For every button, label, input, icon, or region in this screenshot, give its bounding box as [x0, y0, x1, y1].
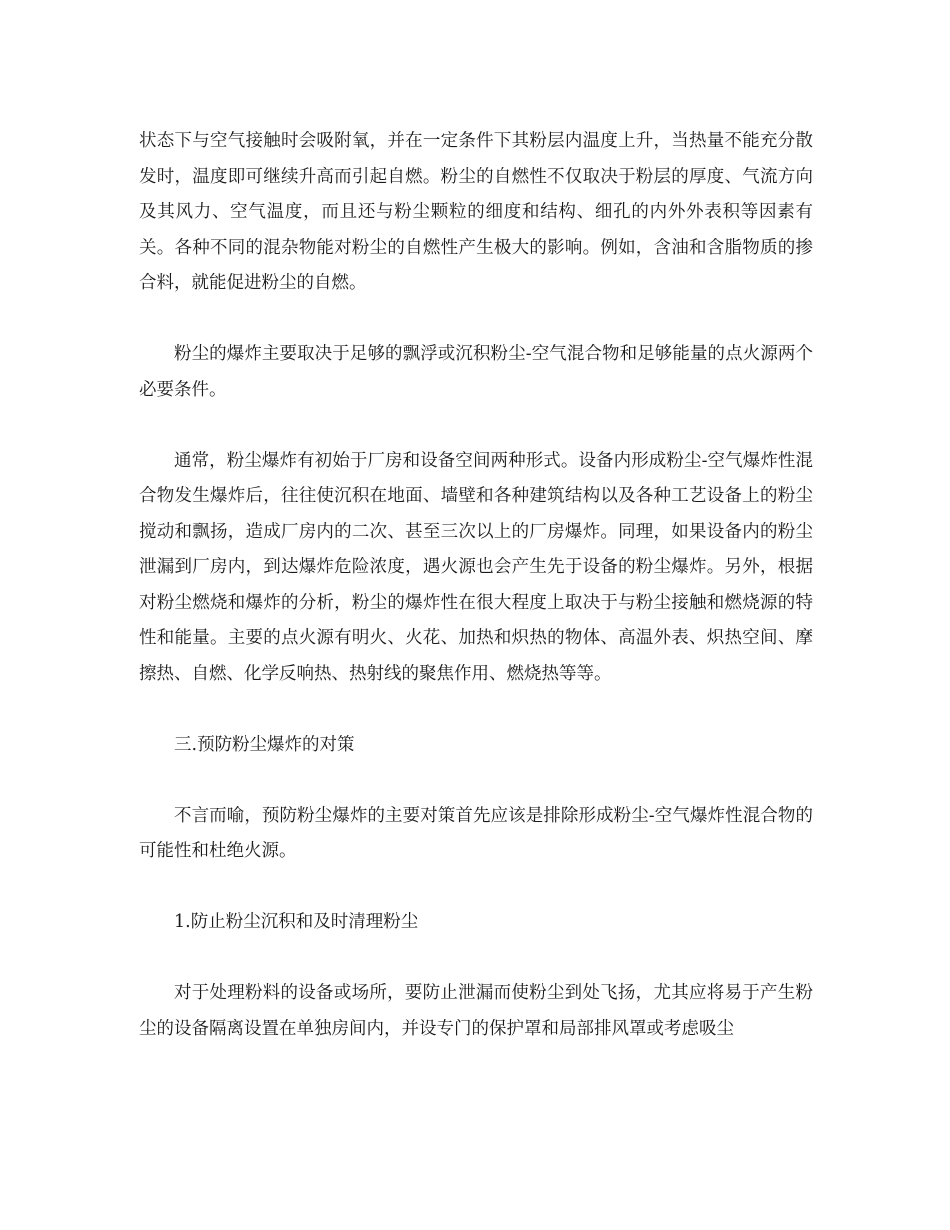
- section-heading-prevention: 三.预防粉尘爆炸的对策: [174, 734, 355, 755]
- paragraph-explosion-forms: 通常，粉尘爆炸有初始于厂房和设备空间两种形式。设备内形成粉尘-空气爆炸性混合物发生爆炸后，往往使沉积在地面、墙壁和各种建筑结构以及各种工艺设备上的粉尘搅动和飘扬，造成厂房内的二次、甚至三次以上的厂房爆炸。同理，如果设备内的粉尘泄漏到厂房内，到达爆炸危险浓度，遇火源也会产生先于设备的粉尘爆炸。另外，根据对粉尘燃烧和爆炸的分析，粉尘的爆炸性在很大程度上取决于与粉尘接触和燃烧源的特性和能量。主要的点火源有明火、火花、加热和炽热的物体、高温外表、炽热空间、摩擦热、自燃、化学反响热、热射线的聚焦作用、燃烧热等等。: [139, 450, 813, 684]
- paragraph-prevention-intro: 不言而喻，预防粉尘爆炸的主要对策首先应该是排除形成粉尘-空气爆炸性混合物的可能性和杜绝火源。: [139, 805, 813, 861]
- subsection-heading-dust-cleaning: 1.防止粉尘沉积和及时清理粉尘: [174, 912, 419, 932]
- paragraph-dust-handling: 对于处理粉料的设备或场所，要防止泄漏而使粉尘到处飞扬，尤其应将易于产生粉尘的设备隔离设置在单独房间内，并设专门的保护罩和局部排风罩或考虑吸尘: [139, 983, 813, 1039]
- document-body: [139, 124, 813, 1083]
- paragraph-dust-self-ignition: 状态下与空气接触时会吸附氧，并在一定条件下其粉层内温度上升，当热量不能充分散发时，温度即可继续升高而引起自燃。粉尘的自燃性不仅取决于粉层的厚度、气流方向及其风力、空气温度，而且还与粉尘颗粒的细度和结构、细孔的内外外表积等因素有关。各种不同的混杂物能对粉尘的自燃性产生极大的影响。例如，含油和含脂物质的掺合料，就能促进粉尘的自燃。: [139, 131, 813, 293]
- paragraph-explosion-conditions: 粉尘的爆炸主要取决于足够的飘浮或沉积粉尘-空气混合物和足够能量的点火源两个必要条件。: [139, 344, 813, 400]
